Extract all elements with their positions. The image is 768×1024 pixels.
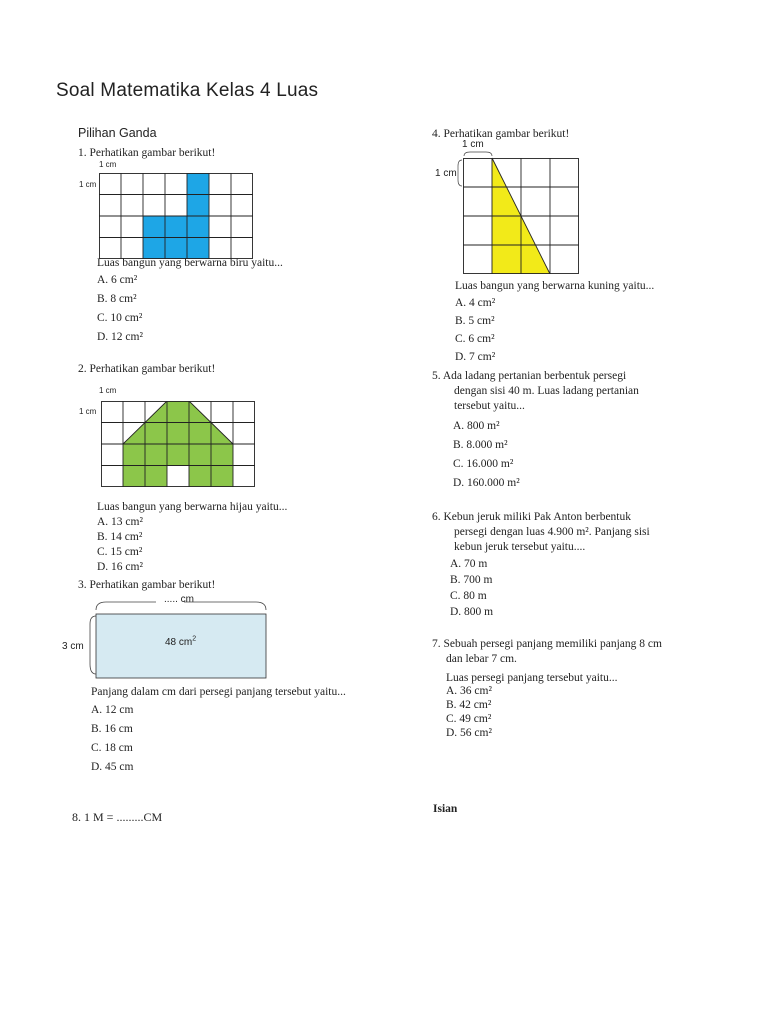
q4-grid-lines xyxy=(463,158,579,274)
q4-option-a[interactable]: A. 4 cm² xyxy=(455,297,496,309)
q6-option-b[interactable]: B. 700 m xyxy=(450,574,493,586)
q6-line-1: 6. Kebun jeruk miliki Pak Anton berbentuk xyxy=(432,511,631,523)
section-heading-fill: Isian xyxy=(433,803,458,815)
q7-option-c[interactable]: C. 49 cm² xyxy=(446,713,492,725)
q3-options xyxy=(91,701,133,777)
q3-area-label: 48 $cm^2$ xyxy=(165,635,197,648)
q3-height-brace xyxy=(90,616,96,674)
q1-option-b[interactable]: B. 8 cm² xyxy=(97,293,137,305)
section-heading-multiple-choice: Pilihan Ganda xyxy=(78,126,157,140)
q1-prompt: 1. Perhatikan gambar berikut! xyxy=(78,147,216,159)
q4-unit-top: 1 cm xyxy=(462,139,484,150)
q6-option-d[interactable]: D. 800 m xyxy=(450,606,494,618)
q4-options xyxy=(455,294,495,366)
q2-option-c[interactable]: C. 15 cm² xyxy=(97,546,143,558)
q5-line-3: tersebut yaitu... xyxy=(454,400,525,412)
q5-question xyxy=(432,369,639,414)
q5-option-b[interactable]: B. 8.000 m² xyxy=(453,439,508,451)
page-title: Soal Matematika Kelas 4 Luas xyxy=(56,80,319,101)
q4-option-c[interactable]: C. 6 cm² xyxy=(455,333,495,345)
q3-height-label: 3 cm xyxy=(62,641,84,652)
q2-question: Luas bangun yang berwarna hijau yaitu... xyxy=(97,501,288,513)
q2-options xyxy=(97,515,143,575)
q5-option-a[interactable]: A. 800 m² xyxy=(453,420,500,432)
q1-grid-figure xyxy=(99,173,253,259)
q5-line-2: dengan sisi 40 m. Luas ladang pertanian xyxy=(454,385,639,397)
q6-line-3: kebun jeruk tersebut yaitu.... xyxy=(454,541,586,553)
q4-unit-brace-top xyxy=(464,152,492,156)
q5-option-d[interactable]: D. 160.000 m² xyxy=(453,477,520,489)
q1-question: Luas bangun yang berwarna biru yaitu... xyxy=(97,257,283,269)
q2-prompt: 2. Perhatikan gambar berikut! xyxy=(78,363,216,375)
q2-unit-top: 1 cm xyxy=(99,386,117,395)
q7-line-1: 7. Sebuah persegi panjang memiliki panjang 8 cm xyxy=(432,638,662,650)
q6-options xyxy=(450,556,493,620)
q6-line-2: persegi dengan luas 4.900 m². Panjang sisi xyxy=(454,526,650,538)
q3-width-label: ..... cm xyxy=(164,594,194,605)
q7-option-a[interactable]: A. 36 cm² xyxy=(446,685,492,697)
q7-options xyxy=(446,684,492,740)
q2-unit-left: 1 cm xyxy=(79,407,97,416)
q7-question xyxy=(432,637,662,686)
q7-line-3: Luas persegi panjang tersebut yaitu... xyxy=(446,672,618,684)
q5-line-1: 5. Ada ladang pertanian berbentuk persegi xyxy=(432,370,627,382)
q3-prompt: 3. Perhatikan gambar berikut! xyxy=(78,579,216,591)
q3-option-d[interactable]: D. 45 cm xyxy=(91,761,134,773)
q6-question xyxy=(432,510,650,555)
q4-question: Luas bangun yang berwarna kuning yaitu... xyxy=(455,280,655,292)
q1-unit-left: 1 cm xyxy=(79,180,97,189)
q6-option-c[interactable]: C. 80 m xyxy=(450,590,487,602)
q3-option-a[interactable]: A. 12 cm xyxy=(91,704,134,716)
q7-option-b[interactable]: B. 42 cm² xyxy=(446,699,492,711)
q4-unit-brace-left xyxy=(458,160,462,186)
q5-options xyxy=(453,417,520,493)
q1-unit-top: 1 cm xyxy=(99,160,117,169)
q1-option-d[interactable]: D. 12 cm² xyxy=(97,331,143,343)
q7-line-2: dan lebar 7 cm. xyxy=(446,653,517,665)
q1-options xyxy=(97,272,143,345)
q3-option-b[interactable]: B. 16 cm xyxy=(91,723,133,735)
q5-option-c[interactable]: C. 16.000 m² xyxy=(453,458,514,470)
q4-option-b[interactable]: B. 5 cm² xyxy=(455,315,495,327)
q2-option-a[interactable]: A. 13 cm² xyxy=(97,516,143,528)
q1-option-a[interactable]: A. 6 cm² xyxy=(97,274,138,286)
q3-option-c[interactable]: C. 18 cm xyxy=(91,742,133,754)
q2-grid-figure xyxy=(101,401,255,487)
q3-width-brace xyxy=(96,602,266,610)
q2-option-d[interactable]: D. 16 cm² xyxy=(97,561,143,573)
q4-prompt: 4. Perhatikan gambar berikut! xyxy=(432,128,570,140)
q8-text: 8. 1 M = .........CM xyxy=(72,810,163,824)
q6-option-a[interactable]: A. 70 m xyxy=(450,558,488,570)
q4-grid-figure xyxy=(456,148,580,274)
q3-question: Panjang dalam cm dari persegi panjang tersebut yaitu... xyxy=(91,686,346,698)
q1-option-c[interactable]: C. 10 cm² xyxy=(97,312,143,324)
q7-option-d[interactable]: D. 56 cm² xyxy=(446,727,492,739)
q2-option-b[interactable]: B. 14 cm² xyxy=(97,531,143,543)
q4-unit-left: 1 cm xyxy=(435,168,457,179)
q4-option-d[interactable]: D. 7 cm² xyxy=(455,351,496,363)
